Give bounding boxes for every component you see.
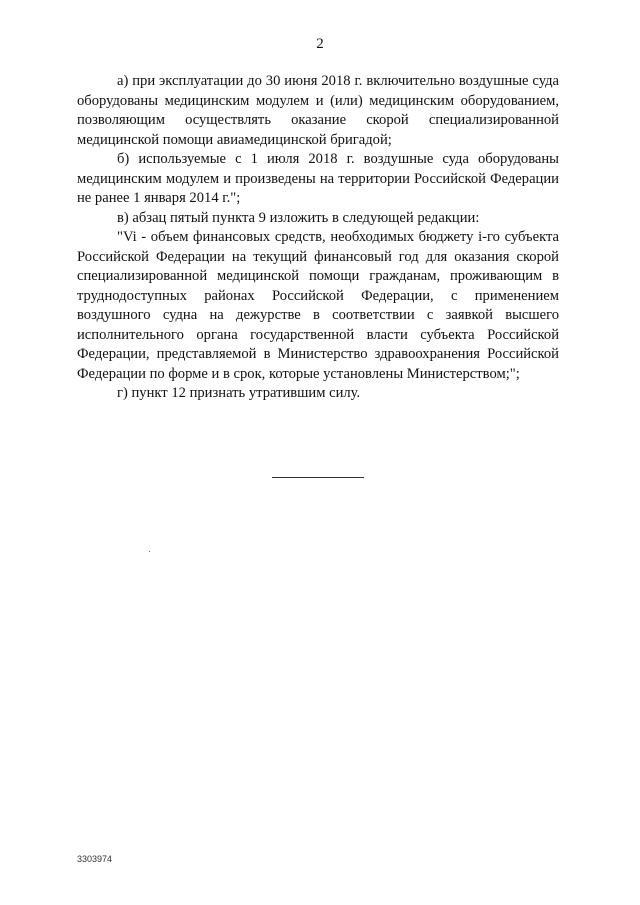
end-divider: [272, 477, 364, 478]
document-body: [77, 72, 559, 404]
paragraph-formula-definition: "Vi - объем финансовых средств, необходимых бюджету i-го субъекта Российской Федерации на текущий финансовый год для оказания скорой специализированной медицинской помощи гражданам, проживающим в труднодоступных районах Российской Федерации, с применением воздушного судна на дежурстве в соответствии с заявкой высшего исполнительного органа государственной власти субъекта Российской Федерации, представляемой в Министерство здравоохранения Российской Федерации по форме и в срок, которые установлены Министерством;";: [77, 229, 559, 382]
page-number: 2: [316, 36, 324, 52]
document-code: 3303974: [77, 854, 113, 864]
scan-speck: [149, 551, 150, 552]
paragraph-a: а) при эксплуатации до 30 июня 2018 г. включительно воздушные суда оборудованы медицинским модулем и (или) медицинским оборудованием, позволяющим осуществлять оказание скорой специализированной медицинской помощи авиамедицинской бригадой;: [77, 73, 559, 148]
paragraph-b: б) используемые с 1 июля 2018 г. воздушные суда оборудованы медицинским модулем и произведены на территории Российской Федерации не ранее 1 января 2014 г.";: [77, 151, 559, 206]
paragraph-g: г) пункт 12 признать утратившим силу.: [117, 385, 361, 401]
paragraph-v: в) абзац пятый пункта 9 изложить в следующей редакции:: [117, 209, 480, 226]
